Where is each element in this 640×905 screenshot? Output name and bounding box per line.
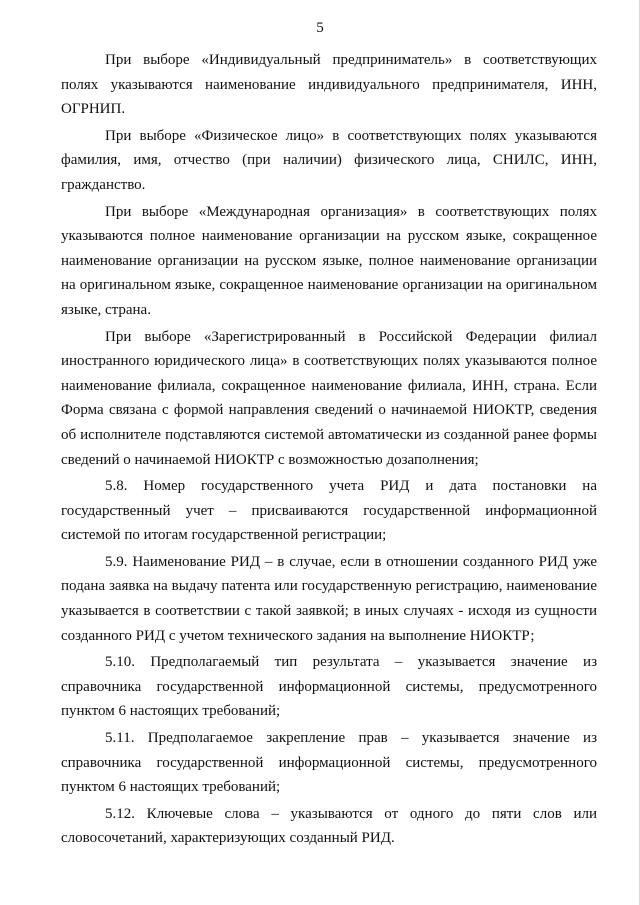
paragraph-individual-entrepreneur: При выборе «Индивидуальный предприниматель» в соответствующих полях указываются наименование индивидуального предпринимателя, ИНН, ОГРНИП. — [61, 52, 597, 118]
paragraph-international-organization: При выборе «Международная организация» в соответствующих полях указываются полное наименование организации на русском языке, сокращенное наименование организации на русском языке, полное наименование организации на оригинальном языке, сокращенное наименование организации на оригинальном языке, страна. — [61, 203, 597, 318]
paragraph-item-5-11: 5.11. Предполагаемое закрепление прав – указывается значение из справочника государственной информационной системы, предусмотренного пунктом 6 настоящих требований; — [61, 730, 597, 796]
document-body — [61, 48, 597, 853]
page-number: 5 — [316, 20, 324, 36]
paragraph-item-5-8: 5.8. Номер государственного учета РИД и дата постановки на государственный учет – присваиваются государственной информационной системой по итогам государственной регистрации; — [61, 478, 597, 544]
paragraph-item-5-10: 5.10. Предполагаемый тип результата – указывается значение из справочника государственной информационной системы, предусмотренного пунктом 6 настоящих требований; — [61, 654, 597, 720]
paragraph-registered-branch: При выборе «Зарегистрированный в Российской Федерации филиал иностранного юридического лица» в соответствующих полях указываются полное наименование филиала, сокращенное наименование филиала, ИНН, страна. Если Форма связана с формой направления сведений о начинаемой НИОКТР, сведения об исполнителе подставляются системой автоматически из созданной ранее формы сведений о начинаемой НИОКТР с возможностью дозаполнения; — [61, 328, 597, 468]
paragraph-item-5-9: 5.9. Наименование РИД – в случае, если в отношении созданного РИД уже подана заявка на выдачу патента или государственную регистрацию, наименование указывается в соответствии с такой заявкой; в иных случаях - исходя из сущности созданного РИД с учетом технического задания на выполнение НИОКТР; — [61, 553, 597, 644]
paragraph-item-5-12: 5.12. Ключевые слова – указываются от одного до пяти слов или словосочетаний, характеризующих созданный РИД. — [61, 805, 597, 847]
paragraph-individual-person: При выборе «Физическое лицо» в соответствующих полях указываются фамилия, имя, отчество (при наличии) физического лица, СНИЛС, ИНН, гражданство. — [61, 127, 597, 193]
